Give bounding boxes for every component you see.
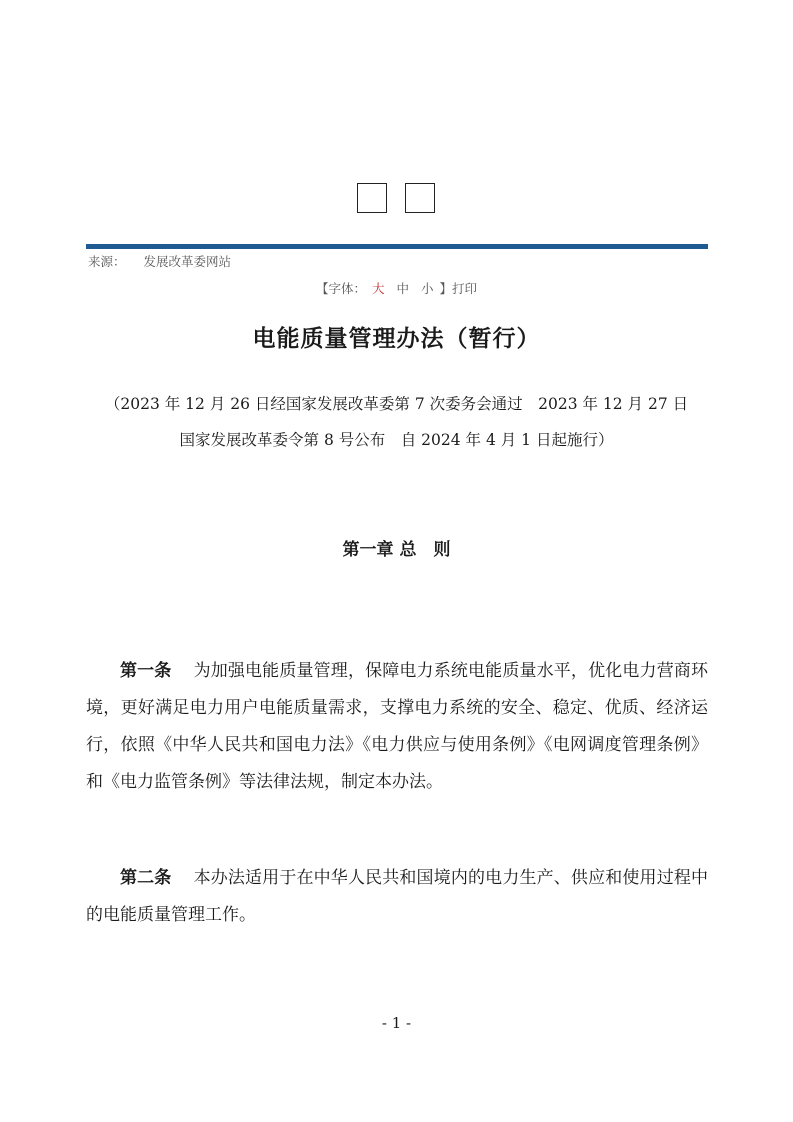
chapter-heading: 第一章 总 则 — [342, 540, 451, 560]
article-2-text: 本办法适用于在中华人民共和国境内的电力生产、供应和使用过程中的电能质量管理工作。 — [86, 868, 709, 925]
document-title: 电能质量管理办法（暂行） — [252, 325, 541, 352]
source-label: 来源： — [88, 254, 126, 269]
font-size-medium-option[interactable]: 中 — [396, 281, 409, 296]
source-name: 发展改革委网站 — [143, 254, 232, 269]
missing-glyph-box-1 — [357, 183, 387, 213]
missing-glyph-box-2 — [405, 183, 435, 213]
page-number: - 1 - — [381, 1014, 412, 1032]
print-link[interactable]: 打印 — [452, 281, 478, 296]
font-size-prefix: 【字体： — [315, 281, 366, 296]
font-size-small-option[interactable]: 小 — [421, 281, 434, 296]
source-line — [88, 252, 231, 270]
font-size-large-option[interactable]: 大 — [371, 281, 385, 296]
article-2 — [86, 860, 708, 934]
article-1 — [86, 653, 708, 801]
subtitle-line-1: （2023 年 12 月 26 日经国家发展改革委第 7 次委务会通过 2023 年 12 月 27 日 — [104, 395, 689, 413]
article-2-number: 第二条 — [120, 868, 172, 888]
font-size-bar — [0, 279, 793, 297]
font-size-suffix: 】 — [439, 281, 453, 296]
subtitle-line-2: 国家发展改革委令第 8 号公布 自 2024 年 4 月 1 日起施行） — [179, 431, 614, 449]
article-1-number: 第一条 — [120, 661, 172, 681]
article-1-text: 为加强电能质量管理，保障电力系统电能质量水平，优化电力营商环境，更好满足电力用户电能质量需求，支撑电力系统的安全、稳定、优质、经济运行，依照《中华人民共和国电力法》《电力供应与使用条例》《电网调度管理条例》和《电力监管条例》等法律法规，制定本办法。 — [86, 661, 709, 792]
header-rule — [86, 244, 708, 249]
